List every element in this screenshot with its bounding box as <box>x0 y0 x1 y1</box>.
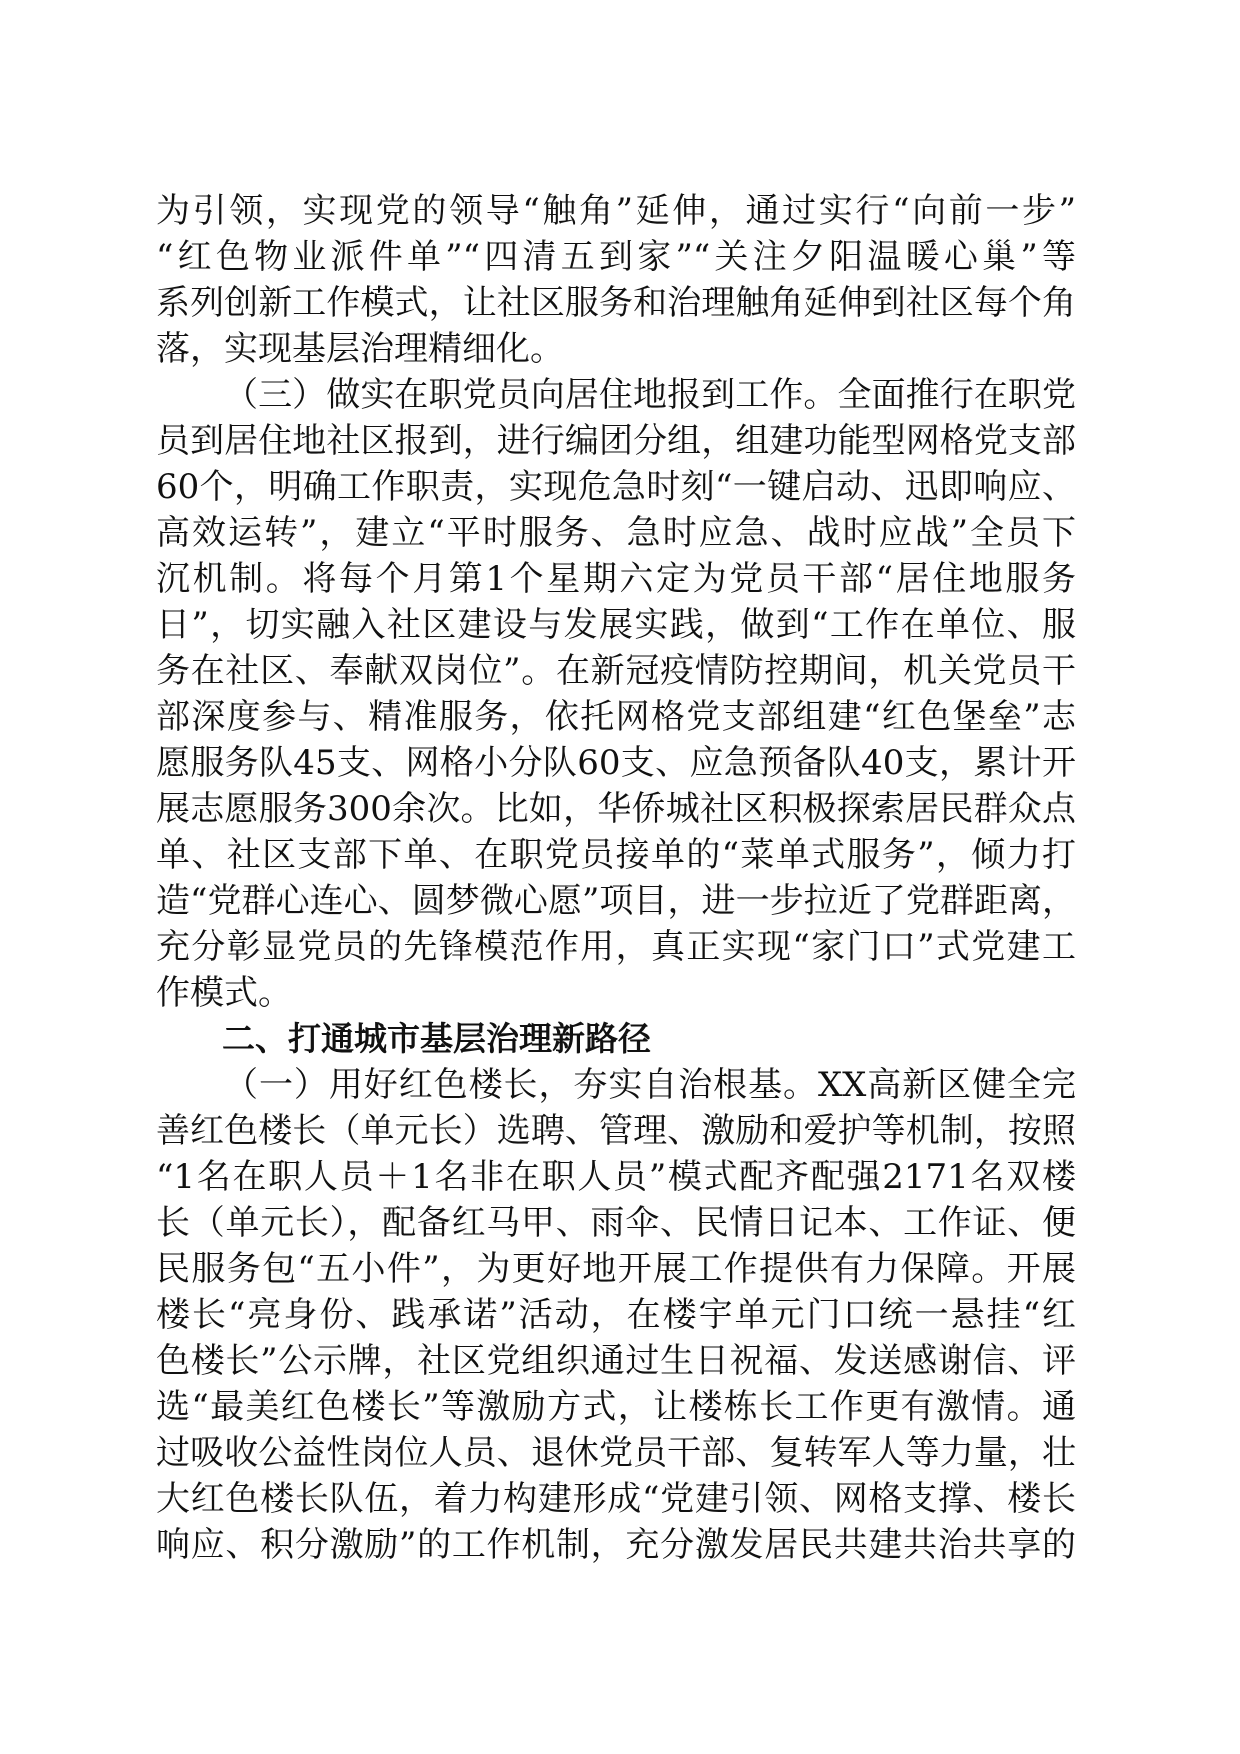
text-line: 充分彰显党员的先锋模范作用，真正实现“家门口”式党建工 <box>156 927 1076 967</box>
text-line: 选“最美红色楼长”等激励方式，让楼栋长工作更有激情。通 <box>156 1387 1076 1427</box>
text-line: 展志愿服务300余次。比如，华侨城社区积极探索居民群众点 <box>156 789 1076 829</box>
paragraph-first-line: （一）用好红色楼长，夯实自治根基。XX高新区健全完 <box>224 1065 1076 1105</box>
text-line: 造“党群心连心、圆梦微心愿”项目，进一步拉近了党群距离， <box>156 881 1076 921</box>
text-line: 员到居住地社区报到，进行编团分组，组建功能型网格党支部 <box>156 421 1076 461</box>
text-line: 长（单元长），配备红马甲、雨伞、民情日记本、工作证、便 <box>156 1203 1076 1243</box>
text-line: 日”，切实融入社区建设与发展实践，做到“工作在单位、服 <box>156 605 1076 645</box>
text-line: 响应、积分激励”的工作机制，充分激发居民共建共治共享的 <box>156 1525 1076 1565</box>
text-line: “红色物业派件单”“四清五到家”“关注夕阳温暖心巢”等 <box>156 237 1076 277</box>
text-line: 愿服务队45支、网格小分队60支、应急预备队40支，累计开 <box>156 743 1076 783</box>
text-line: 单、社区支部下单、在职党员接单的“菜单式服务”，倾力打 <box>156 835 1076 875</box>
text-line: 60个，明确工作职责，实现危急时刻“一键启动、迅即响应、 <box>156 467 1076 507</box>
paragraph-first-line: （三）做实在职党员向居住地报到工作。全面推行在职党 <box>224 375 1076 415</box>
text-line: 高效运转”，建立“平时服务、急时应急、战时应战”全员下 <box>156 513 1076 553</box>
text-line: 务在社区、奉献双岗位”。在新冠疫情防控期间，机关党员干 <box>156 651 1076 691</box>
text-line: 沉机制。将每个月第1个星期六定为党员干部“居住地服务 <box>156 559 1076 599</box>
text-line: 落，实现基层治理精细化。 <box>156 329 564 369</box>
text-line: “1名在职人员＋1名非在职人员”模式配齐配强2171名双楼 <box>156 1157 1076 1197</box>
text-line: 作模式。 <box>156 973 292 1013</box>
text-line: 为引领，实现党的领导“触角”延伸，通过实行“向前一步” <box>156 191 1076 231</box>
text-line: 色楼长”公示牌，社区党组织通过生日祝福、发送感谢信、评 <box>156 1341 1076 1381</box>
text-line: 系列创新工作模式，让社区服务和治理触角延伸到社区每个角 <box>156 283 1076 323</box>
section-heading: 二、打通城市基层治理新路径 <box>222 1019 651 1058</box>
text-line: 过吸收公益性岗位人员、退休党员干部、复转军人等力量，壮 <box>156 1433 1076 1473</box>
text-line: 楼长“亮身份、践承诺”活动，在楼宇单元门口统一悬挂“红 <box>156 1295 1076 1335</box>
text-line: 民服务包“五小件”，为更好地开展工作提供有力保障。开展 <box>156 1249 1076 1289</box>
text-line: 善红色楼长（单元长）选聘、管理、激励和爱护等机制，按照 <box>156 1111 1076 1151</box>
text-line: 部深度参与、精准服务，依托网格党支部组建“红色堡垒”志 <box>156 697 1076 737</box>
text-line: 大红色楼长队伍，着力构建形成“党建引领、网格支撑、楼长 <box>156 1479 1076 1519</box>
